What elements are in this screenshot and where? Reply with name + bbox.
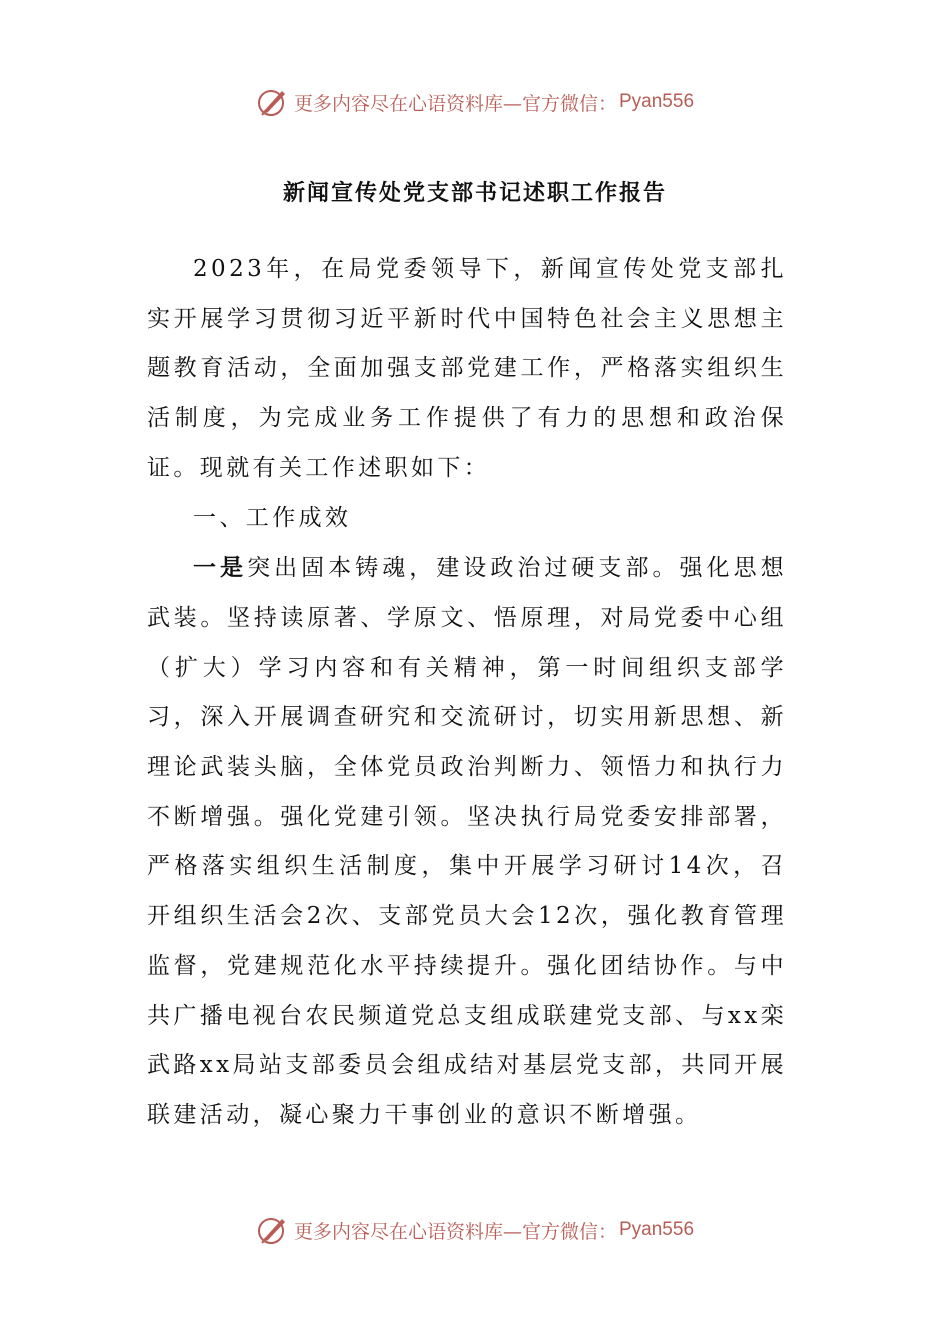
watermark-text: 更多内容尽在心语资料库—官方微信： <box>293 1220 617 1243</box>
watermark-banner-bottom <box>0 1210 950 1250</box>
intro-paragraph: 2023年，在局党委领导下，新闻宣传处党支部扎实开展学习贯彻习近平新时代中国特色社会主义思想主题教育活动，全面加强支部党建工作，严格落实组织生活制度，为完成业务工作提供了有力的思想和政治保证。现就有关工作述职如下： <box>147 256 787 481</box>
document-title: 新闻宣传处党支部书记述职工作报告 <box>282 180 667 206</box>
quill-pen-icon <box>256 85 290 119</box>
document-body <box>147 245 787 1141</box>
watermark-wechat-id: Pyan556 <box>619 91 695 112</box>
watermark-banner-top <box>0 82 950 122</box>
watermark-text: 更多内容尽在心语资料库—官方微信： <box>293 92 617 115</box>
item1-paragraph <box>147 543 787 1140</box>
item1-lead: 一是 <box>193 554 248 582</box>
quill-pen-icon <box>256 1213 290 1247</box>
watermark-wechat-id: Pyan556 <box>619 1219 695 1240</box>
item1-text: 突出固本铸魂，建设政治过硬支部。强化思想武装。坚持读原著、学原文、悟原理，对局党委中心组（扩大）学习内容和有关精神，第一时间组织支部学习，深入开展调查研究和交流研讨，切实用新思想、新理论武装头脑，全体党员政治判断力、领悟力和执行力不断增强。强化党建引领。坚决执行局党委安排部署，严格落实组织生活制度，集中开展学习研讨14次，召开组织生活会2次、支部党员大会12次，强化教育管理监督，党建规范化水平持续提升。强化团结协作。与中共广播电视台农民频道党总支组成联建党支部、与xx栾武路xx局站支部委员会组成结对基层党支部，共同开展联建活动，凝心聚力干事创业的意识不断增强。 <box>147 555 787 1128</box>
section-heading: 一、工作成效 <box>193 504 352 531</box>
